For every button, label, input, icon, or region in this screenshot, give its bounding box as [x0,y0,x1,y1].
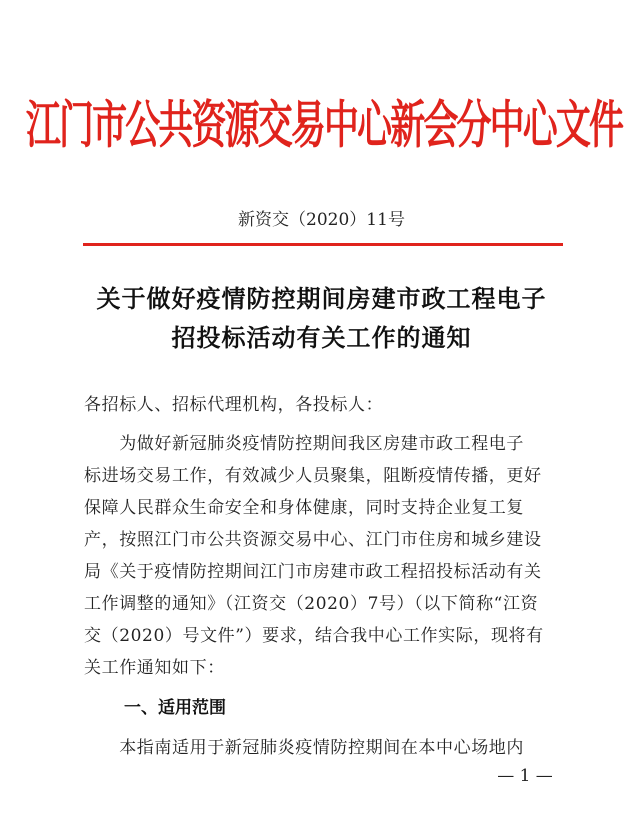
notice-title-line-1: 关于做好疫情防控期间房建市政工程电子 [96,285,547,313]
section-first-line: 本指南适用于新冠肺炎疫情防控期间在本中心场地内 [84,738,524,758]
masthead [0,90,643,160]
section-heading-scope: 一、适用范围 [124,698,226,718]
paragraph-line: 为做好新冠肺炎疫情防控期间我区房建市政工程电子 [84,434,524,454]
paragraph-line: 保障人民群众生命安全和身体健康，同时支持企业复工复 [84,498,524,518]
paragraph-line: 标进场交易工作，有效减少人员聚集，阻断疫情传播，更好 [84,466,542,486]
red-divider-line [83,243,563,246]
document-number: 新资交（2020）11号 [238,210,405,230]
paragraph-line: 关工作通知如下： [84,658,225,678]
paragraph-line: 交（2020）号文件”）要求，结合我中心工作实际，现将有 [84,626,544,646]
page-number: — 1 — [497,766,553,786]
notice-title-line-2: 招投标活动有关工作的通知 [171,324,472,352]
paragraph-line: 产，按照江门市公共资源交易中心、江门市住房和城乡建设 [84,530,542,550]
masthead-title: 江门市公共资源交易中心新会分中心文件 [25,93,623,155]
paragraph-line: 局《关于疫情防控期间江门市房建市政工程招投标活动有关 [84,562,542,582]
salutation: 各招标人、招标代理机构，各投标人： [84,395,384,415]
paragraph-line: 工作调整的通知》（江资交（2020）7号）（以下简称“江资 [84,594,539,614]
